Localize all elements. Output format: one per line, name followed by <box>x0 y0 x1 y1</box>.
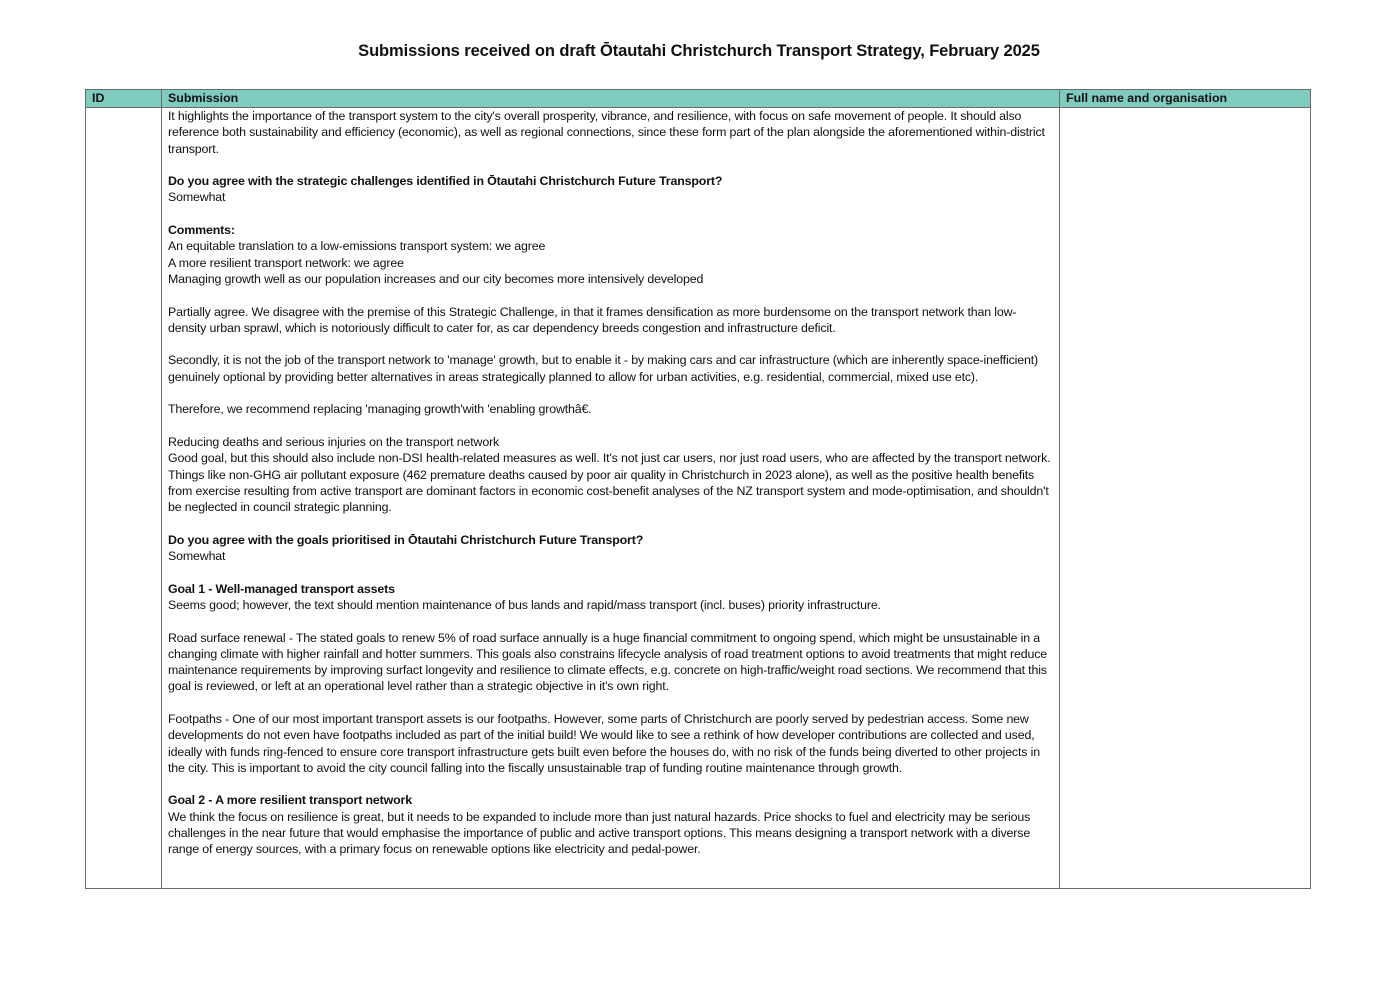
submission-paragraph: Seems good; however, the text should mention maintenance of bus lands and rapid/mass transport (incl. buses) priority infrastructure. <box>168 597 881 612</box>
answer-strategic-challenges: Somewhat <box>168 190 226 205</box>
submission-paragraph: Therefore, we recommend replacing 'managing growth'with 'enabling growthâ€. <box>168 402 592 417</box>
table-header-row <box>86 90 1311 108</box>
header-full-name: Full name and organisation <box>1060 90 1311 108</box>
goal-1-heading: Goal 1 - Well-managed transport assets <box>168 581 395 596</box>
submission-paragraph: Footpaths - One of our most important transport assets is our footpaths. However, some parts of Christchurch are poorly served by pedestrian access. Some new developments do not even have footpaths included as part of the initial build! We would like to see a rethink of how developer contributions are collected and used, ideally with funds ring-fenced to ensure core transport infrastructure gets built even before the houses do, with no risk of the funds being diverted to other projects in the city. This is important to avoid the city council falling into the fiscally unsustainable trap of funding routine maintenance through growth. <box>168 711 1040 775</box>
submission-cell <box>162 108 1060 889</box>
question-strategic-challenges: Do you agree with the strategic challenges identified in Ōtautahi Christchurch Future Transport? <box>168 174 723 189</box>
submission-paragraph: Secondly, it is not the job of the transport network to 'manage' growth, but to enable it - by making cars and car infrastructure (which are inherently space-inefficient) genuinely optional by providing better alternatives in areas strategically planned to allow for urban activities, e.g. residential, commercial, mixed use etc). <box>168 353 1038 384</box>
id-cell <box>86 108 162 889</box>
goal-2-heading: Goal 2 - A more resilient transport network <box>168 793 412 808</box>
comment-line: A more resilient transport network: we agree <box>168 255 404 270</box>
submission-paragraph: Good goal, but this should also include non-DSI health-related measures as well. It's not just car users, nor just road users, who are affected by the transport network. Things like non-GHG air pollutant exposure (462 premature deaths caused by poor air quality in Christchurch in 2023 alone), as well as the positive health benefits from exercise resulting from active transport are dominant factors in economic cost-benefit analyses of the NZ transport system and mode-optimisation, and shouldn't be neglected in council strategic planning. <box>168 451 1051 515</box>
question-goals: Do you agree with the goals prioritised in Ōtautahi Christchurch Future Transport? <box>168 532 644 547</box>
page-title: Submissions received on draft Ōtautahi Christchurch Transport Strategy, February 2025 <box>358 42 1040 60</box>
submission-paragraph: Partially agree. We disagree with the premise of this Strategic Challenge, in that it frames densification as more burdensome on the transport network than low-density urban sprawl, which is notoriously difficult to cater for, as car dependency breeds congestion and infrastructure deficit. <box>168 304 1017 335</box>
comments-label: Comments: <box>168 223 235 238</box>
answer-goals: Somewhat <box>168 549 226 564</box>
submissions-table <box>85 89 1311 889</box>
full-name-cell <box>1060 108 1311 889</box>
header-submission: Submission <box>162 90 1060 108</box>
submission-paragraph: We think the focus on resilience is great, but it needs to be expanded to include more than just natural hazards. Price shocks to fuel and electricity may be serious challenges in the near future that would emphasise the importance of public and active transport options. This means designing a transport network with a diverse range of energy sources, with a primary focus on renewable options like electricity and pedal-power. <box>168 809 1031 857</box>
submission-paragraph: Road surface renewal - The stated goals to renew 5% of road surface annually is a huge financial commitment to ongoing spend, which might be unsustainable in a changing climate with higher rainfall and hotter summers. This goals also constrains lifecycle analysis of road treatment options to avoid treatments that might reduce maintenance requirements by improving surfact longevity and resilience to climate effects, e.g. concrete on high-traffic/weight road sections. We recommend that this goal is reviewed, or left at an operational level rather than a strategic objective in it's own right. <box>168 630 1048 694</box>
comment-line: Managing growth well as our population increases and our city becomes more intensively developed <box>168 271 704 286</box>
comment-line: An equitable translation to a low-emissions transport system: we agree <box>168 239 546 254</box>
header-id: ID <box>86 90 162 108</box>
submission-subheading: Reducing deaths and serious injuries on the transport network <box>168 434 500 449</box>
submission-paragraph: It highlights the importance of the transport system to the city's overall prosperity, vibrance, and resilience, with focus on safe movement of people. It should also reference both sustainability and efficiency (economic), as well as regional connections, since these form part of the plan alongside the aforementioned within-district transport. <box>168 109 1045 156</box>
table-row <box>86 108 1311 889</box>
